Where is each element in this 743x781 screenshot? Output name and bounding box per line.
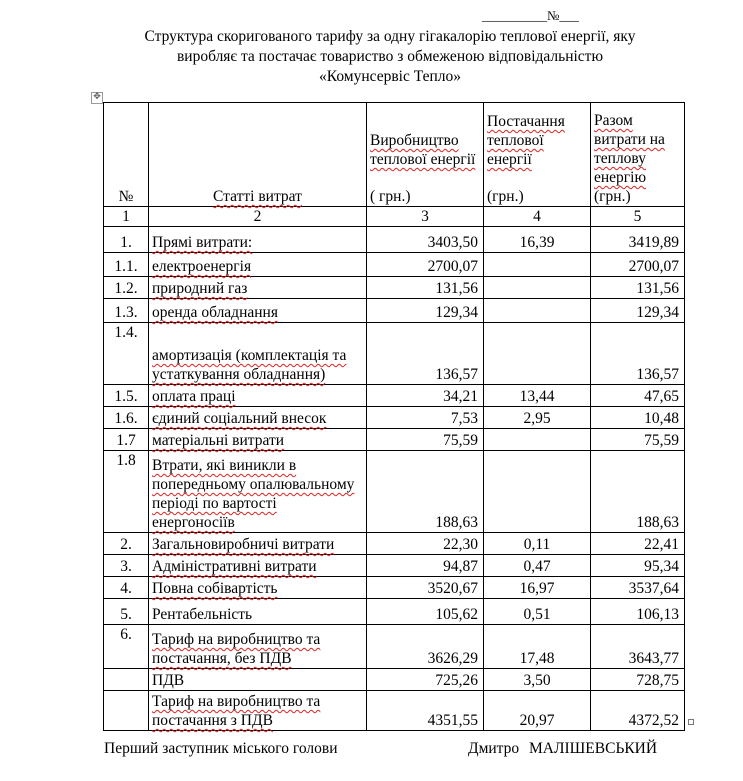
row-item: природний газ [149, 277, 367, 299]
row-total-value: 2700,07 [591, 253, 685, 277]
tariff-structure-table [103, 102, 685, 731]
title-line-1: Структура скоригованого тарифу за одну гігакалорію теплової енергії, яку [144, 28, 636, 45]
table-row [104, 691, 685, 731]
row-total-value: 47,65 [591, 385, 685, 407]
row-supply-value [484, 253, 591, 277]
row-supply-value: 16,97 [484, 577, 591, 599]
row-prod-value: 7,53 [367, 407, 484, 429]
title-line-3: «Комунсервіс Тепло» [319, 68, 461, 85]
row-total-value: 131,56 [591, 277, 685, 299]
row-item: Прямі витрати: [149, 227, 367, 253]
row-number [104, 691, 149, 731]
row-prod-value: 34,21 [367, 385, 484, 407]
row-total-value: 4372,52 [591, 691, 685, 731]
row-total-value: 129,34 [591, 299, 685, 323]
table-row [104, 253, 685, 277]
row-item: Втрати, які виникли в попередньому опалювальному періоді по вартості енергоносіїв [149, 451, 367, 533]
table-row [104, 407, 685, 429]
row-total-value: 3419,89 [591, 227, 685, 253]
colnum-3: 3 [367, 207, 484, 227]
row-supply-value: 13,44 [484, 385, 591, 407]
signatory-position: Перший заступник міського голови [104, 740, 338, 757]
row-number: 1.4. [104, 323, 149, 385]
row-prod-value: 136,57 [367, 323, 484, 385]
row-prod-value: 129,34 [367, 299, 484, 323]
row-item: оплата праці [149, 385, 367, 407]
row-supply-value: 20,97 [484, 691, 591, 731]
table-header-row [104, 103, 685, 207]
row-prod-value: 725,26 [367, 669, 484, 691]
table-row [104, 669, 685, 691]
row-supply-value [484, 299, 591, 323]
row-number: 3. [104, 555, 149, 577]
row-prod-value: 94,87 [367, 555, 484, 577]
row-item: ПДВ [149, 669, 367, 691]
row-number: 1.6. [104, 407, 149, 429]
row-supply-value: 0,11 [484, 533, 591, 555]
colnum-5: 5 [591, 207, 685, 227]
row-item: Рентабельність [149, 599, 367, 625]
table-move-handle-icon[interactable]: ✥ [91, 92, 103, 104]
row-supply-value [484, 323, 591, 385]
table-row [104, 451, 685, 533]
row-prod-value: 75,59 [367, 429, 484, 451]
row-number: 2. [104, 533, 149, 555]
row-supply-value: 17,48 [484, 625, 591, 669]
row-item: оренда обладнання [149, 299, 367, 323]
row-total-value: 106,13 [591, 599, 685, 625]
row-total-value: 10,48 [591, 407, 685, 429]
colnum-1: 1 [104, 207, 149, 227]
header-total: Разом витрати на теплову енергію (грн.) [591, 103, 685, 207]
row-prod-value: 105,62 [367, 599, 484, 625]
row-supply-value: 0,51 [484, 599, 591, 625]
row-prod-value: 3626,29 [367, 625, 484, 669]
row-item: Повна собівартість [149, 577, 367, 599]
row-item: Загальновиробничі витрати [149, 533, 367, 555]
table-row [104, 577, 685, 599]
row-number: 1.1. [104, 253, 149, 277]
table-row [104, 429, 685, 451]
row-number: 1. [104, 227, 149, 253]
row-item: Тариф на виробництво та постачання, без ПДВ [149, 625, 367, 669]
row-total-value: 3643,77 [591, 625, 685, 669]
row-number: 6. [104, 625, 149, 669]
row-prod-value: 3403,50 [367, 227, 484, 253]
header-item: Статті витрат [149, 103, 367, 207]
row-prod-value: 3520,67 [367, 577, 484, 599]
row-total-value: 3537,64 [591, 577, 685, 599]
row-number: 4. [104, 577, 149, 599]
document-number-line: __________№___ [482, 8, 579, 23]
table-row [104, 299, 685, 323]
row-item: єдиний соціальний внесок [149, 407, 367, 429]
table-row [104, 533, 685, 555]
colnum-2: 2 [149, 207, 367, 227]
row-prod-value: 4351,55 [367, 691, 484, 731]
row-number: 1.8 [104, 451, 149, 533]
table-row [104, 277, 685, 299]
row-supply-value [484, 451, 591, 533]
row-supply-value [484, 277, 591, 299]
row-supply-value: 0,47 [484, 555, 591, 577]
row-number: 1.5. [104, 385, 149, 407]
row-supply-value: 16,39 [484, 227, 591, 253]
row-item: матеріальні витрати [149, 429, 367, 451]
table-row [104, 323, 685, 385]
row-total-value: 188,63 [591, 451, 685, 533]
row-prod-value: 131,56 [367, 277, 484, 299]
header-supply: Постачання теплової енергії (грн.) [484, 103, 591, 207]
header-production: Виробництво теплової енергії ( грн.) [367, 103, 484, 207]
colnum-4: 4 [484, 207, 591, 227]
row-item: амортизація (комплектація та устаткування обладнання) [149, 323, 367, 385]
table-row [104, 227, 685, 253]
row-total-value: 95,34 [591, 555, 685, 577]
table-resize-handle[interactable] [688, 719, 694, 725]
row-prod-value: 188,63 [367, 451, 484, 533]
row-total-value: 22,41 [591, 533, 685, 555]
row-number: 5. [104, 599, 149, 625]
table-row [104, 625, 685, 669]
row-total-value: 728,75 [591, 669, 685, 691]
row-total-value: 75,59 [591, 429, 685, 451]
row-number: 1.2. [104, 277, 149, 299]
row-item: електроенергія [149, 253, 367, 277]
row-supply-value: 3,50 [484, 669, 591, 691]
document-title [60, 27, 720, 87]
table-row [104, 599, 685, 625]
title-line-2: виробляє та постачає товариство з обмеженою відповідальністю [176, 48, 604, 65]
row-prod-value: 2700,07 [367, 253, 484, 277]
column-number-row [104, 207, 685, 227]
signatory-name: Дмитро МАЛІШЕВСЬКИЙ [468, 740, 658, 757]
row-supply-value: 2,95 [484, 407, 591, 429]
header-num: № [104, 103, 149, 207]
table-row [104, 385, 685, 407]
row-number: 1.7 [104, 429, 149, 451]
row-item: Тариф на виробництво та постачання з ПДВ [149, 691, 367, 731]
row-total-value: 136,57 [591, 323, 685, 385]
row-item: Адміністративні витрати [149, 555, 367, 577]
table-row [104, 555, 685, 577]
row-prod-value: 22,30 [367, 533, 484, 555]
row-supply-value [484, 429, 591, 451]
row-number: 1.3. [104, 299, 149, 323]
row-number [104, 669, 149, 691]
